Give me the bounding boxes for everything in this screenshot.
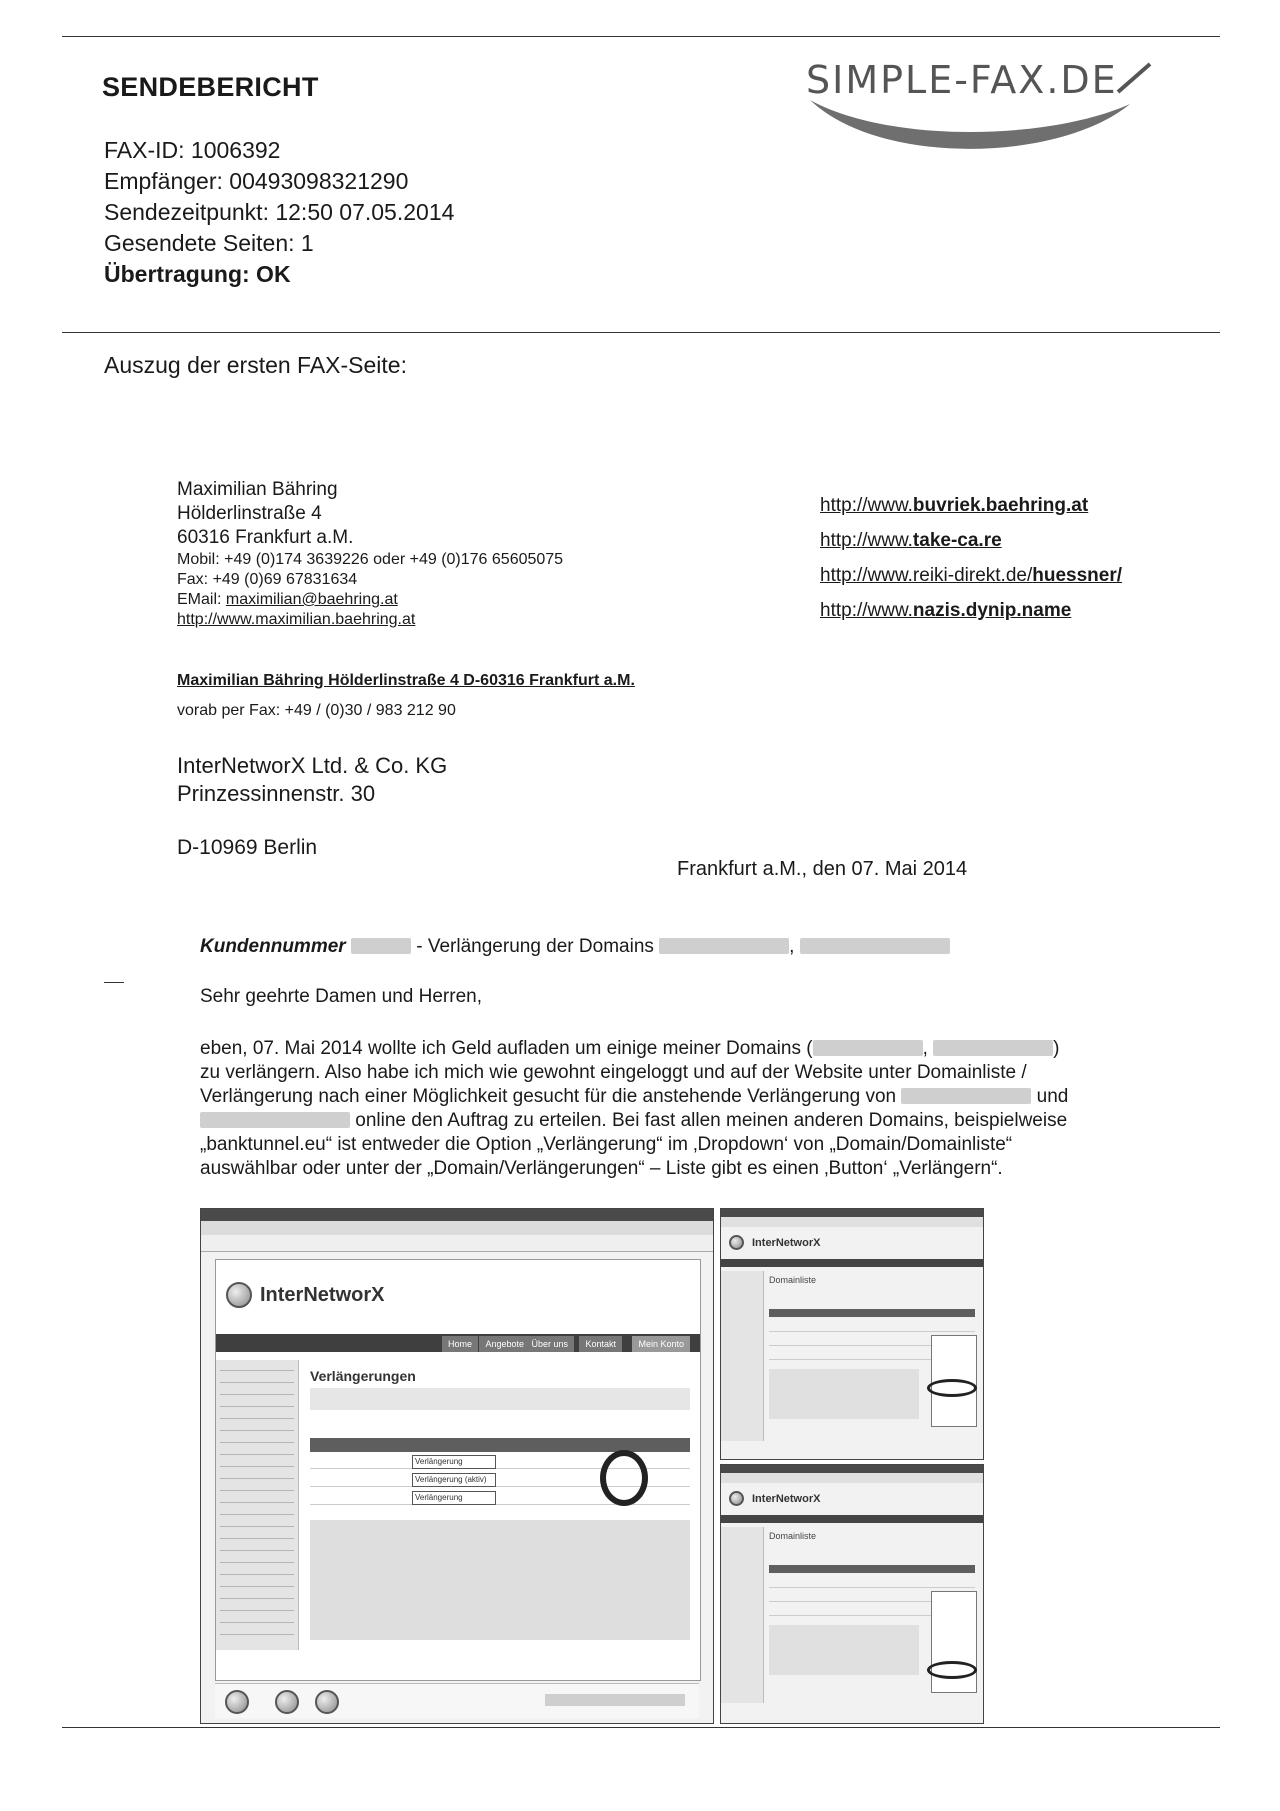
- recipient-block: [177, 752, 447, 808]
- renewals-table-header: [310, 1438, 690, 1452]
- eu-badge-icon: [315, 1690, 339, 1714]
- recipient-company: InterNetworX Ltd. & Co. KG: [177, 753, 448, 778]
- browser-address-bar: [201, 1235, 713, 1252]
- nav-kontakt[interactable]: Kontakt: [579, 1336, 622, 1352]
- sender-email-label: EMail:: [177, 591, 226, 608]
- redacted-domain: [659, 938, 789, 954]
- subject-line: [200, 936, 950, 958]
- body-line: zu verlängern. Also habe ich mich wie gewohnt eingeloggt und auf der Website unter Domainliste /: [200, 1062, 1027, 1083]
- main-nav: [721, 1515, 983, 1523]
- recipient-city: D-10969 Berlin: [177, 836, 318, 859]
- page-footer-badges: [215, 1683, 699, 1718]
- window-toolbar: [721, 1217, 983, 1227]
- redacted-domain: [901, 1088, 1031, 1104]
- subject-text: - Verlängerung der Domains: [416, 936, 654, 957]
- sender-mobile: Mobil: +49 (0)174 3639226 oder +49 (0)176 65605075: [177, 551, 564, 568]
- send-time: Sendezeitpunkt: 12:50 07.05.2014: [104, 199, 455, 225]
- table-header: [769, 1565, 975, 1573]
- bottom-rule: [62, 1727, 1220, 1728]
- main-nav: [216, 1334, 700, 1352]
- fax-recipient: Empfänger: 00493098321290: [104, 168, 409, 194]
- sender-name: Maximilian Bähring: [177, 479, 338, 500]
- report-meta: [104, 135, 454, 290]
- screenshot-domainlist-bottom: [720, 1464, 984, 1724]
- link-buvriek[interactable]: http://www.buvriek.baehring.at: [820, 495, 1089, 516]
- internetworx-brand: InterNetworX: [226, 1282, 384, 1308]
- sender-block: [177, 478, 563, 630]
- top-rule: [62, 36, 1220, 37]
- intro-text-block: [310, 1388, 690, 1410]
- recipient-street: Prinzessinnenstr. 30: [177, 781, 376, 806]
- screenshot-renewals: [200, 1208, 714, 1724]
- renewal-option-select[interactable]: Verlängerung (aktiv): [412, 1473, 496, 1487]
- table-row: [769, 1577, 975, 1588]
- fold-mark: [104, 982, 124, 983]
- browser-titlebar: [201, 1209, 713, 1221]
- fax-id: FAX-ID: 1006392: [104, 137, 281, 163]
- window-titlebar: [721, 1465, 983, 1473]
- sender-fax: Fax: +49 (0)69 67831634: [177, 571, 358, 588]
- account-sidebar: [721, 1527, 764, 1703]
- link-take-care[interactable]: http://www.take-ca.re: [820, 530, 1002, 551]
- table-row: [769, 1321, 975, 1332]
- vorab-fax: vorab per Fax: +49 / (0)30 / 983 212 90: [177, 702, 456, 719]
- subject-comma: ,: [789, 936, 795, 957]
- link-list: [820, 488, 1122, 628]
- redacted-domain: [200, 1112, 350, 1128]
- account-sidebar: [721, 1271, 764, 1441]
- body-line: Verlängerung nach einer Möglichkeit gesucht für die anstehende Verlängerung von und: [200, 1086, 1069, 1107]
- internetworx-brand: InterNetworX: [729, 1491, 820, 1506]
- letter-date: Frankfurt a.M., den 07. Mai 2014: [677, 858, 968, 880]
- renewal-option-select[interactable]: Verlängerung: [412, 1455, 496, 1469]
- sent-pages: Gesendete Seiten: 1: [104, 230, 314, 256]
- browser-tabbar: [201, 1221, 713, 1236]
- page-frame: [215, 1259, 701, 1681]
- internetworx-brand: InterNetworX: [729, 1235, 820, 1250]
- redacted-domain: [800, 938, 950, 954]
- sender-city: 60316 Frankfurt a.M.: [177, 527, 354, 548]
- simple-fax-logo: [800, 52, 1220, 152]
- badge-icon: [225, 1690, 249, 1714]
- globe-logo-icon: [729, 1491, 744, 1506]
- sender-email-link[interactable]: maximilian@baehring.at: [225, 591, 398, 608]
- denic-badge-icon: [275, 1690, 299, 1714]
- highlight-circle: [927, 1661, 977, 1679]
- window-toolbar: [721, 1473, 983, 1483]
- globe-logo-icon: [226, 1282, 252, 1308]
- account-sidebar: [216, 1360, 299, 1650]
- nav-home[interactable]: Home: [442, 1336, 478, 1352]
- redacted-domain: [933, 1040, 1053, 1056]
- transmission-status: Übertragung: OK: [104, 261, 291, 287]
- nav-angebote[interactable]: Angebote: [479, 1336, 530, 1352]
- redacted-domain: [813, 1040, 923, 1056]
- sender-email-line: [177, 590, 563, 610]
- highlight-circle: [927, 1379, 977, 1397]
- nav-mein-konto[interactable]: Mein Konto: [632, 1336, 690, 1352]
- salutation: Sehr geehrte Damen und Herren,: [200, 986, 482, 1007]
- body-line: eben, 07. Mai 2014 wollte ich Geld aufladen um einige meiner Domains ( , ): [200, 1038, 1060, 1059]
- screenshot-domainlist-top: [720, 1208, 984, 1460]
- sender-street: Hölderlinstraße 4: [177, 503, 322, 524]
- payment-logos: [545, 1694, 685, 1706]
- redacted-customer-number: [351, 938, 411, 954]
- table-header: [769, 1309, 975, 1317]
- body-line: online den Auftrag zu erteilen. Bei fast allen meinen anderen Domains, beispielweise: [200, 1109, 1140, 1133]
- window-titlebar: [721, 1209, 983, 1217]
- highlight-circle: [600, 1450, 648, 1506]
- sender-web-link[interactable]: http://www.maximilian.baehring.at: [177, 611, 416, 628]
- blurred-region: [769, 1625, 919, 1675]
- body-line: „banktunnel.eu“ ist entweder die Option „Verlängerung“ im ‚Dropdown‘ von „Domain/Domainliste“: [200, 1134, 1013, 1155]
- excerpt-label: Auszug der ersten FAX-Seite:: [104, 352, 407, 378]
- domainlist-heading: Domainliste: [769, 1531, 817, 1541]
- logo-wordmark: SIMPLE-FAX.DE: [806, 58, 1118, 102]
- domainlist-heading: Domainliste: [769, 1275, 817, 1285]
- blurred-region: [769, 1369, 919, 1419]
- main-nav: [721, 1259, 983, 1267]
- nav-ueber-uns[interactable]: Über uns: [525, 1336, 574, 1352]
- renewals-heading: Verlängerungen: [310, 1368, 416, 1384]
- link-nazis-dynip[interactable]: http://www.nazis.dynip.name: [820, 600, 1072, 621]
- header-divider: [62, 332, 1220, 333]
- subject-label: Kundennummer: [200, 936, 346, 957]
- renewal-option-select[interactable]: Verlängerung: [412, 1491, 496, 1505]
- report-title: SENDEBERICHT: [102, 72, 319, 102]
- letter-body: [200, 1037, 1140, 1181]
- blurred-region: [310, 1520, 690, 1640]
- link-reiki[interactable]: http://www.reiki-direkt.de/huessner/: [820, 565, 1123, 586]
- body-line: auswählbar oder unter der „Domain/Verlängerungen“ – Liste gibt es einen ‚Button‘ „Verlängern“.: [200, 1158, 1003, 1179]
- return-address: Maximilian Bähring Hölderlinstraße 4 D-60316 Frankfurt a.M.: [177, 672, 635, 689]
- globe-logo-icon: [729, 1235, 744, 1250]
